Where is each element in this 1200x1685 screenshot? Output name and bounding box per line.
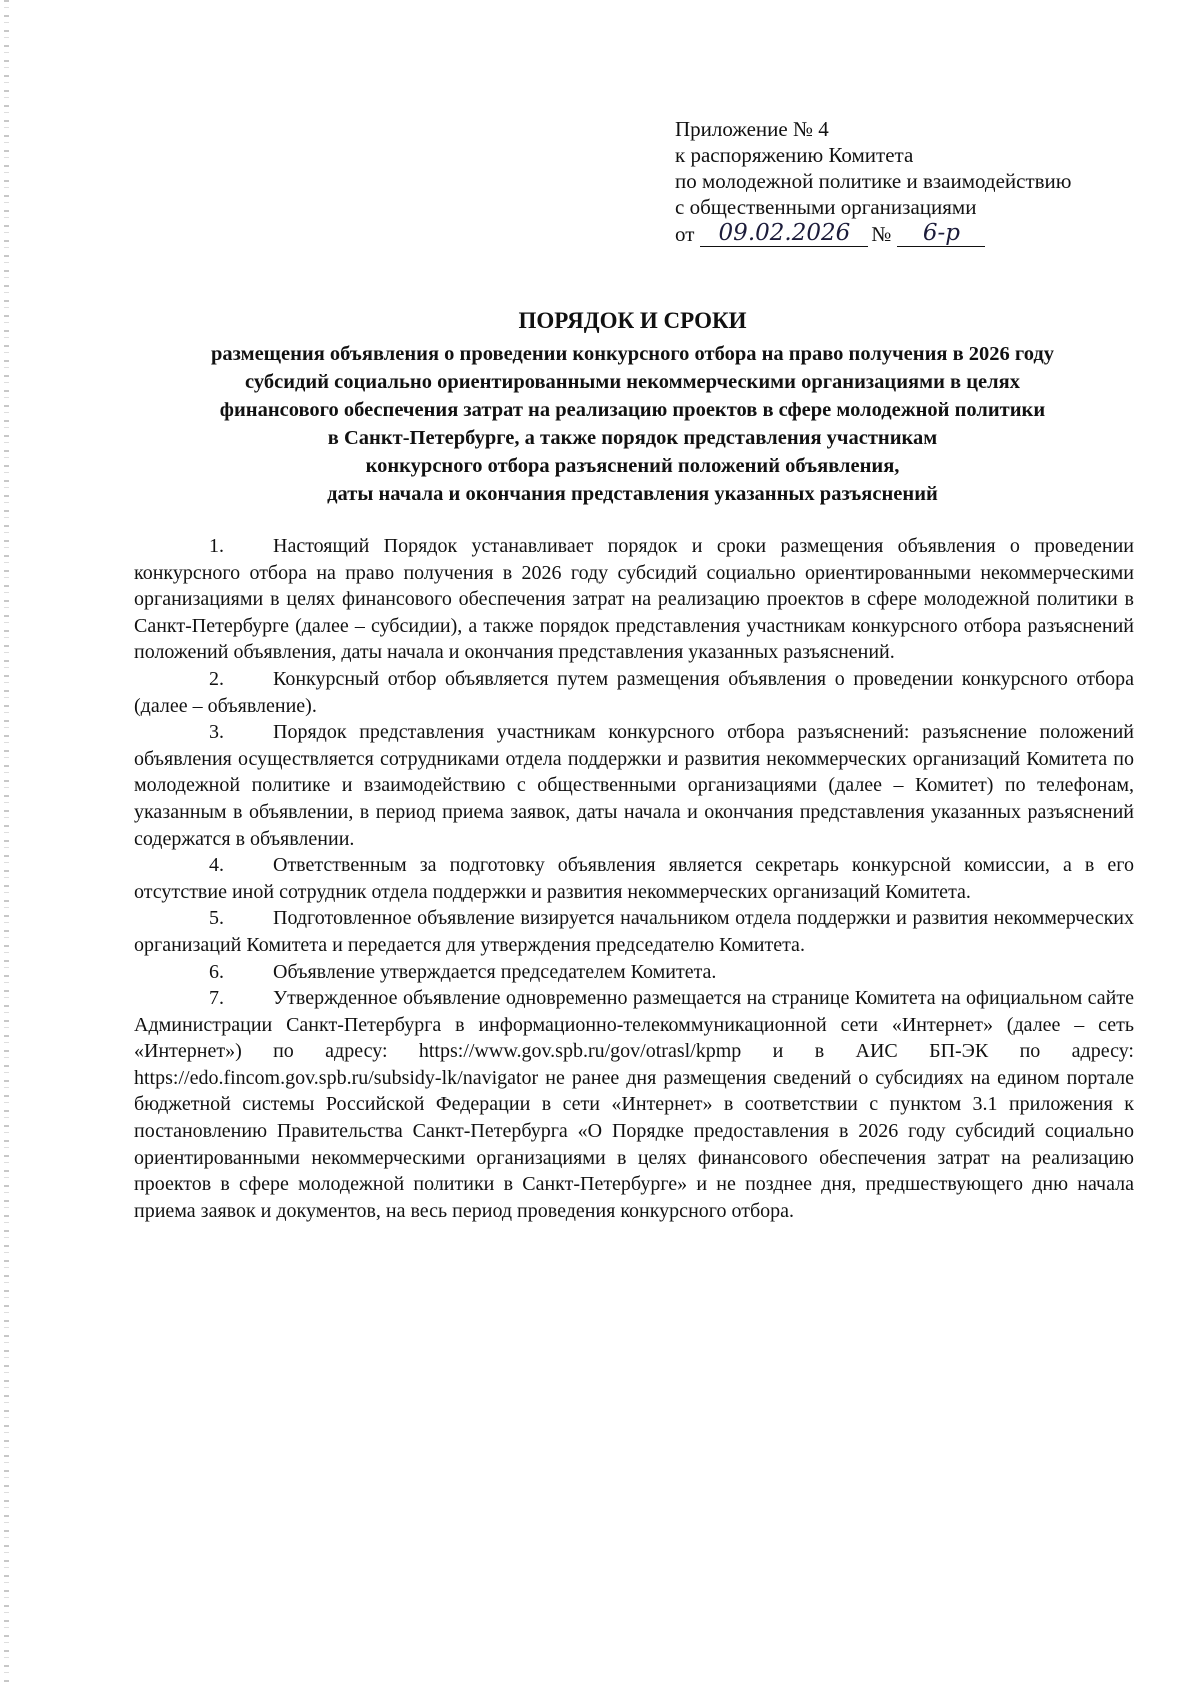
- list-item: [134, 905, 1134, 958]
- document-title-block: [130, 306, 1135, 508]
- appendix-line-1: Приложение № 4: [675, 117, 829, 141]
- document-body: [134, 533, 1134, 1224]
- item-text: Объявление утверждается председателем Комитета.: [273, 960, 717, 983]
- appendix-date-number-line: [675, 220, 1145, 247]
- item-number: 2.: [209, 667, 224, 690]
- item-text: Порядок представления участникам конкурсного отбора разъяснений: разъяснение положений объявления осуществляется сотрудниками отдела поддержки и развития некоммерческих организаций Комитета по молодежной политике и взаимодействию с общественными организациями (далее – Комитет) по телефонам, указанным в объявлении, в период приема заявок, даты начала и окончания представления указанных разъяснений содержатся в объявлении.: [134, 721, 1134, 850]
- list-item: [134, 985, 1134, 1224]
- item-text: Утвержденное объявление одновременно размещается на странице Комитета на официальном сайте Администрации Санкт-Петербурга в информационно-телекоммуникационной сети «Интернет» (далее – сеть «Интернет») по адресу: https://www.gov.spb.ru/gov/otrasl/kpmp и в АИС БП-ЭК по адресу: https://edo.fincom.gov.spb.ru/subsidy-lk/navigator не ранее дня размещения сведений о субсидиях на едином портале бюджетной системы Российской Федерации в сети «Интернет» в соответствии с пунктом 3.1 приложения к постановлению Правительства Санкт-Петербурга «О Порядке предоставления в 2026 году субсидий социально ориентированными некоммерческими организациями в целях финансового обеспечения затрат на реализацию проектов в сфере молодежной политики в Санкт-Петербурге» и не позднее дня, предшествующего дню начала приема заявок и документов, на весь период проведения конкурсного отбора.: [134, 987, 1134, 1222]
- appendix-line-4: с общественными организациями: [675, 195, 977, 219]
- item-number: 4.: [209, 854, 224, 877]
- appendix-line-3: по молодежной политике и взаимодействию: [675, 169, 1072, 193]
- item-number: 5.: [209, 907, 224, 930]
- list-item: [134, 533, 1134, 666]
- item-number: 1.: [209, 535, 224, 557]
- subtitle-line-4: в Санкт-Петербурге, а также порядок представления участникам: [327, 427, 938, 449]
- item-number: 7.: [209, 987, 224, 1010]
- item-text: Подготовленное объявление визируется начальником отдела поддержки и развития некоммерческих организаций Комитета и передается для утверждения председателю Комитета.: [134, 907, 1134, 956]
- item-number: 6.: [209, 960, 224, 983]
- subtitle-line-3: финансового обеспечения затрат на реализацию проектов в сфере молодежной политики: [219, 399, 1046, 421]
- list-item: [134, 852, 1134, 905]
- appendix-block: [675, 116, 1145, 247]
- subtitle-line-1: размещения объявления о проведении конкурсного отбора на право получения в 2026 году: [211, 343, 1054, 365]
- item-text: Настоящий Порядок устанавливает порядок и сроки размещения объявления о проведении конкурсного отбора на право получения в 2026 году субсидий социально ориентированными некоммерческими организациями в целях финансового обеспечения затрат на реализацию проектов в сфере молодежной политики в Санкт-Петербурге (далее – субсидии), а также порядок представления участникам конкурсного отбора разъяснений положений объявления, даты начала и окончания представления указанных разъяснений.: [134, 535, 1134, 664]
- handwritten-number: 6-р: [897, 220, 985, 247]
- subtitle-line-2: субсидий социально ориентированными некоммерческими организациями в целях: [245, 371, 1020, 393]
- item-text: Конкурсный отбор объявляется путем размещения объявления о проведении конкурсного отбора (далее – объявление).: [134, 667, 1134, 717]
- number-label: №: [871, 222, 892, 246]
- subtitle-line-5: конкурсного отбора разъяснений положений объявления,: [365, 455, 900, 477]
- list-item: [134, 959, 1134, 986]
- list-item: [134, 666, 1134, 719]
- document-title: ПОРЯДОК И СРОКИ: [518, 308, 747, 333]
- scan-edge-artifact: [4, 0, 9, 1685]
- list-item: [134, 719, 1134, 852]
- document-subtitle: [130, 340, 1135, 508]
- item-text: Ответственным за подготовку объявления является секретарь конкурсной комиссии, а в его отсутствие иной сотрудник отдела поддержки и развития некоммерческих организаций Комитета.: [134, 854, 1134, 903]
- from-label: от: [675, 222, 695, 246]
- subtitle-line-6: даты начала и окончания представления указанных разъяснений: [327, 483, 938, 505]
- appendix-line-2: к распоряжению Комитета: [675, 143, 914, 167]
- handwritten-date: 09.02.2026: [700, 220, 868, 247]
- item-number: 3.: [209, 721, 224, 744]
